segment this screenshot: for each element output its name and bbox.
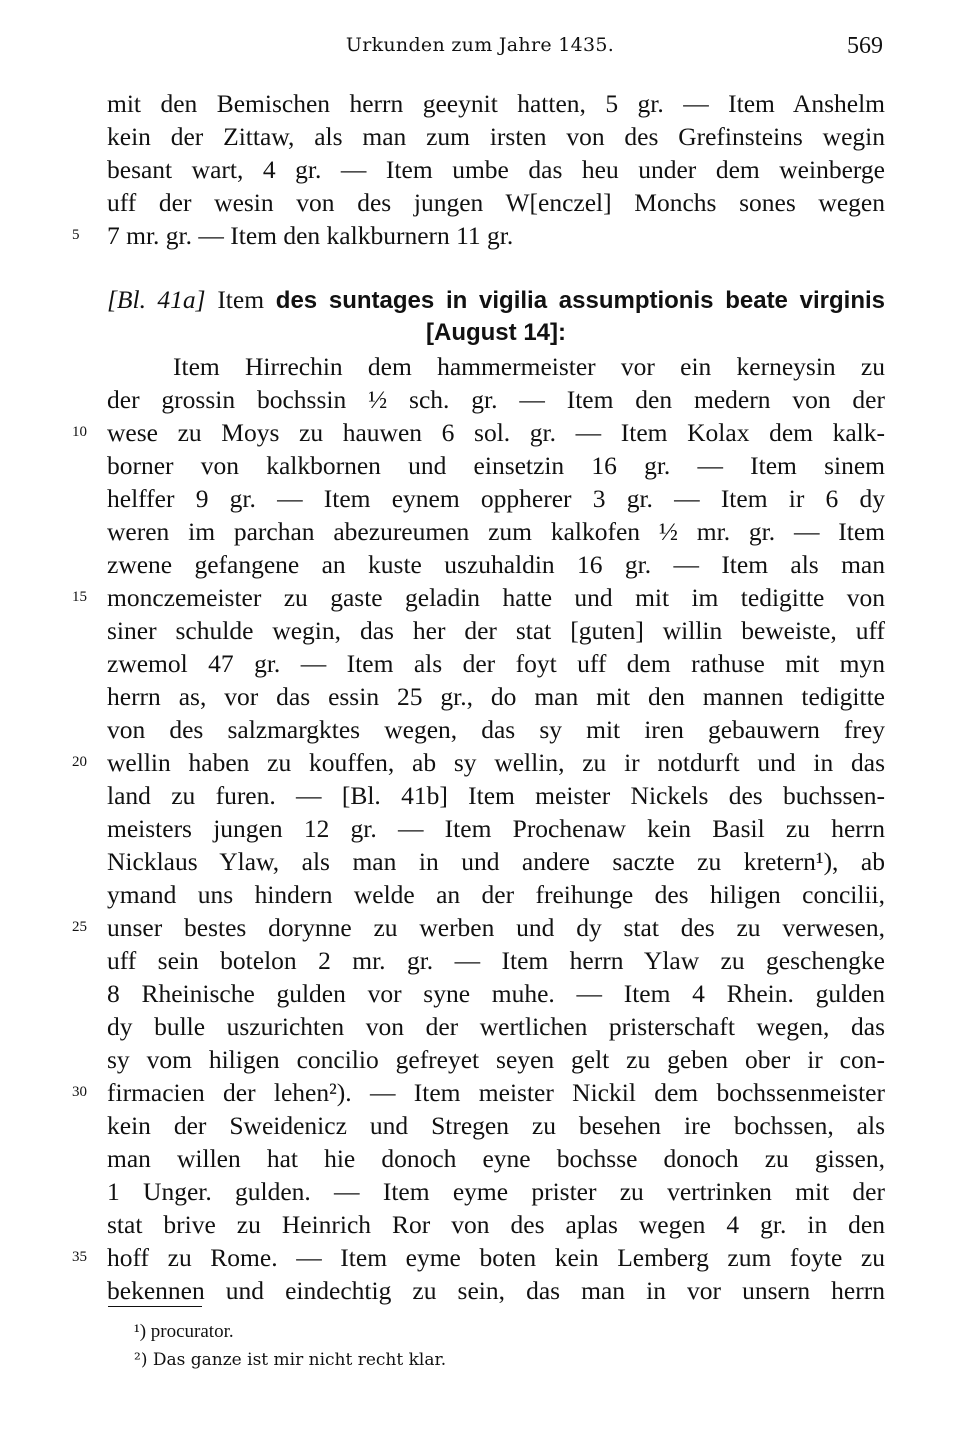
text-line: borner von kalkbornen und einsetzin 16 gr. — Item sinem: [107, 451, 885, 480]
text-line: der grossin bochssin ½ sch. gr. — Item den medern von der: [107, 385, 885, 414]
text-line: dy bulle uszurichten von der wertlichen pristerschaft wegen, das: [107, 1012, 885, 1041]
text-line: stat brive zu Heinrich Ror von des aplas wegen 4 gr. in den: [107, 1210, 885, 1239]
text-line: ymand uns hindern welde an der freihunge des hiligen concilii,: [107, 880, 885, 909]
heading-date: [August 14]:: [426, 319, 566, 346]
text-line: sy vom hiligen concilio gefreyet seyen gelt zu geben ober ir con-: [107, 1045, 885, 1074]
text-line: 1 Unger. gulden. — Item eyme prister zu vertrinken mit der: [107, 1177, 885, 1206]
text-line: uff der wesin von des jungen W[enczel] Monchs sones wegen: [107, 188, 885, 217]
text-line: monczemeister zu gaste geladin hatte und mit im tedigitte von: [107, 583, 885, 612]
text-line: weren im parchan abezureumen zum kalkofen ½ mr. gr. — Item: [107, 517, 885, 546]
text-line: wellin haben zu kouffen, ab sy wellin, zu ir notdurft und in das: [107, 748, 885, 777]
text-line: unser bestes dorynne zu werben und dy stat des zu verwesen,: [107, 913, 885, 942]
text-line: uff sein botelon 2 mr. gr. — Item herrn Ylaw zu geschengke: [107, 946, 885, 975]
text-line: 8 Rheinische gulden vor syne muhe. — Item 4 Rhein. gulden: [107, 979, 885, 1008]
line-number: 5: [72, 227, 80, 243]
running-header-title: Urkunden zum Jahre 1435.: [345, 34, 615, 56]
text-line: wese zu Moys zu hauwen 6 sol. gr. — Item Kolax dem kalk-: [107, 418, 885, 447]
text-line: helffer 9 gr. — Item eynem oppherer 3 gr. — Item ir 6 dy: [107, 484, 885, 513]
text-line: zwene gefangene an kuste uszuhaldin 16 gr. — Item als man: [107, 550, 885, 579]
line-number: 20: [72, 754, 87, 770]
text-line: kein der Zittaw, als man zum irsten von des Grefinsteins wegin: [107, 122, 885, 151]
section-heading: [107, 283, 885, 316]
heading-title: des suntages in vigilia assumptionis beate virginis: [275, 287, 885, 314]
folio-reference: [Bl. 41a]: [107, 285, 206, 314]
line-number: 15: [72, 589, 87, 605]
text-line: siner schulde wegin, das her der stat [guten] willin beweiste, uff: [107, 616, 885, 645]
text-line: 7 mr. gr. — Item den kalkburnern 11 gr.: [107, 221, 514, 250]
text-line: mit den Bemischen herrn geeynit hatten, 5 gr. — Item Anshelm: [107, 89, 885, 118]
text-line: meisters jungen 12 gr. — Item Prochenaw kein Basil zu herrn: [107, 814, 885, 843]
text-line: Item Hirrechin dem hammermeister vor ein kerneysin zu: [173, 352, 885, 381]
line-number: 30: [72, 1084, 87, 1100]
line-number: 35: [72, 1249, 87, 1265]
heading-item-word: Item: [217, 285, 265, 314]
text-line: man willen hat hie donoch eyne bochsse donoch zu gissen,: [107, 1144, 885, 1173]
text-line: land zu furen. — [Bl. 41b] Item meister Nickels des buchssen-: [107, 781, 885, 810]
text-line: bekennen und eindechtig zu sein, das man in vor unsern herrn: [107, 1276, 885, 1305]
text-line: firmacien der lehen²). — Item meister Nickil dem bochssenmeister: [107, 1078, 885, 1107]
text-line: hoff zu Rome. — Item eyme boten kein Lemberg zum foyte zu: [107, 1243, 885, 1272]
text-line: besant wart, 4 gr. — Item umbe das heu under dem weinberge: [107, 155, 885, 184]
text-line: zwemol 47 gr. — Item als der foyt uff dem rathuse mit myn: [107, 649, 885, 678]
footnote-1: ¹) procurator.: [134, 1321, 234, 1342]
line-number: 25: [72, 919, 87, 935]
footnote-2: ²) Das ganze ist mir nicht recht klar.: [134, 1350, 447, 1370]
text-line: herrn as, vor das essin 25 gr., do man mit den mannen tedigitte: [107, 682, 885, 711]
text-line: von des salzmargktes wegen, das sy mit iren gebauwern frey: [107, 715, 885, 744]
page-number: 569: [847, 33, 883, 59]
line-number: 10: [72, 424, 87, 440]
footnote-divider: [108, 1306, 202, 1307]
text-line: kein der Sweidenicz und Stregen zu besehen ire bochssen, als: [107, 1111, 885, 1140]
text-line: Nicklaus Ylaw, als man in und andere saczte zu kretern¹), ab: [107, 847, 885, 876]
